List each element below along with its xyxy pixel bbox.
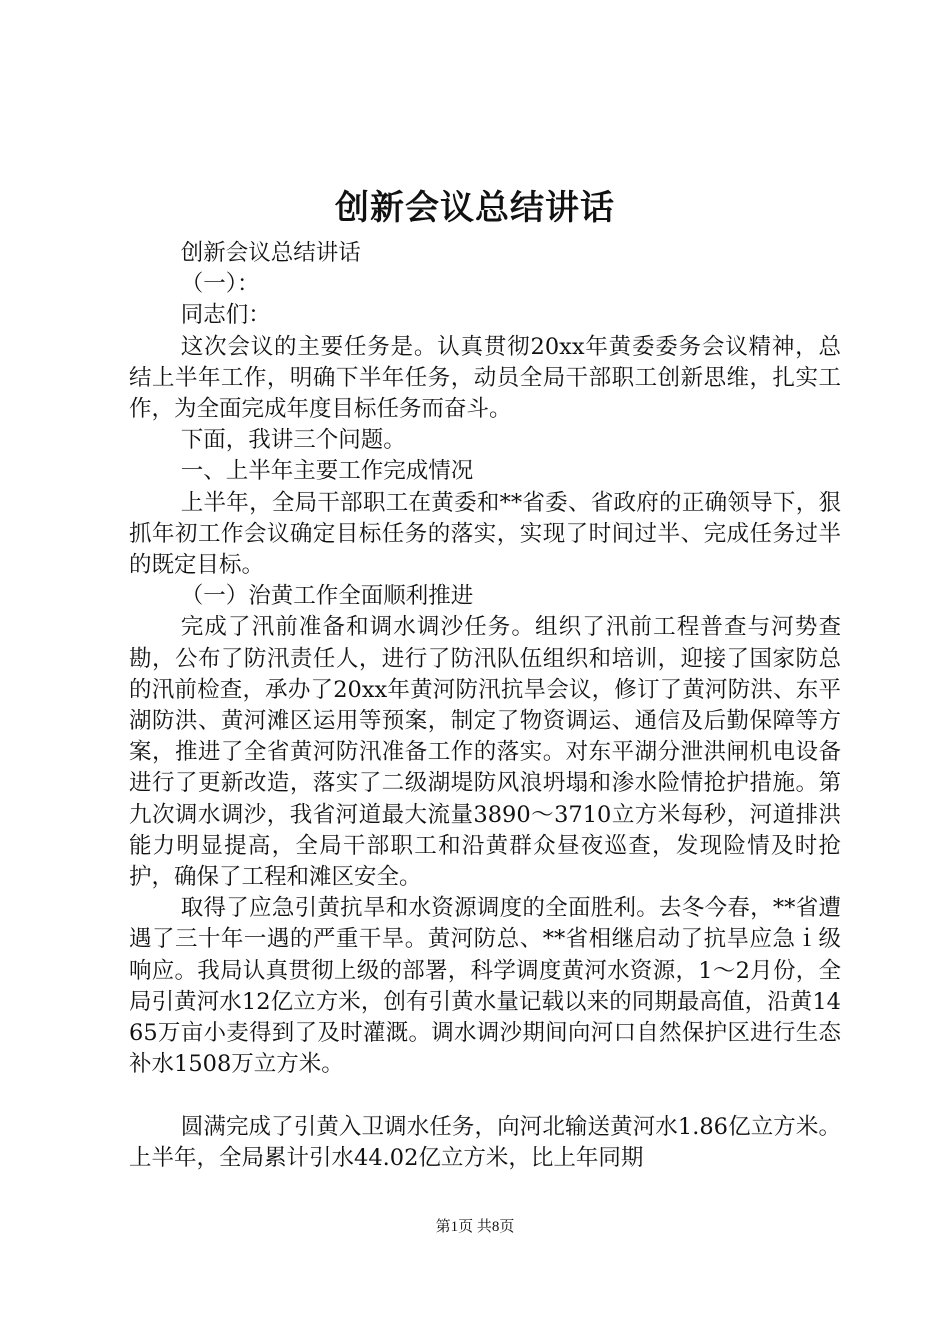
paragraph-section-marker: （一）：: [180, 271, 260, 298]
page-footer: 第1页 共8页: [435, 1219, 515, 1235]
document-body: [129, 238, 841, 1174]
paragraph-water-transfer: 圆满完成了引黄入卫调水任务，向河北输送黄河水1.86亿立方米。上半年，全局累计引水44.02亿立方米，比上年同期: [129, 1113, 841, 1171]
paragraph-subtitle: 创新会议总结讲话: [180, 240, 361, 266]
heading-section-one: 一、上半年主要工作完成情况: [180, 458, 474, 485]
document-title: 创新会议总结讲话: [335, 188, 615, 228]
paragraph-drought-relief: 取得了应急引黄抗旱和水资源调度的全面胜利。去冬今春，**省遭遇了三十年一遇的严重干旱。黄河防总、**省相继启动了抗旱应急ｉ级响应。我局认真贯彻上级的部署，科学调度黄河水资源，1～2月份，全局引黄河水12亿立方米，创有引黄水量记载以来的同期最高值，沿黄1465万亩小麦得到了及时灌溉。调水调沙期间向河口自然保护区进行生态补水1508万立方米。: [129, 895, 841, 1078]
heading-subsection-one: （一）治黄工作全面顺利推进: [180, 583, 474, 610]
paragraph-flood-prep: 完成了汛前准备和调水调沙任务。组织了汛前工程普查与河势查勘，公布了防汛责任人，进行了防汛队伍组织和培训，迎接了国家防总的汛前检查，承办了20xx年黄河防汛抗旱会议，修订了黄河防洪、东平湖防洪、黄河滩区运用等预案，制定了物资调运、通信及后勤保障等方案，推进了全省黄河防汛准备工作的落实。对东平湖分泄洪闸机电设备进行了更新改造，落实了二级湖堤防风浪坍塌和渗水险情抢护措施。第九次调水调沙，我省河道最大流量3890～3710立方米每秒，河道排洪能力明显提高，全局干部职工和沿黄群众昼夜巡查，发现险情及时抢护，确保了工程和滩区安全。: [129, 614, 841, 891]
paragraph-salutation: 同志们：: [180, 302, 271, 329]
paragraph-three-issues: 下面，我讲三个问题。: [180, 427, 406, 454]
paragraph-meeting-task: 这次会议的主要任务是。认真贯彻20xx年黄委委务会议精神，总结上半年工作，明确下半年任务，动员全局干部职工创新思维，扎实工作，为全面完成年度目标任务而奋斗。: [129, 333, 841, 423]
paragraph-first-half-summary: 上半年，全局干部职工在黄委和**省委、省政府的正确领导下，狠抓年初工作会议确定目标任务的落实，实现了时间过半、完成任务过半的既定目标。: [129, 489, 841, 579]
